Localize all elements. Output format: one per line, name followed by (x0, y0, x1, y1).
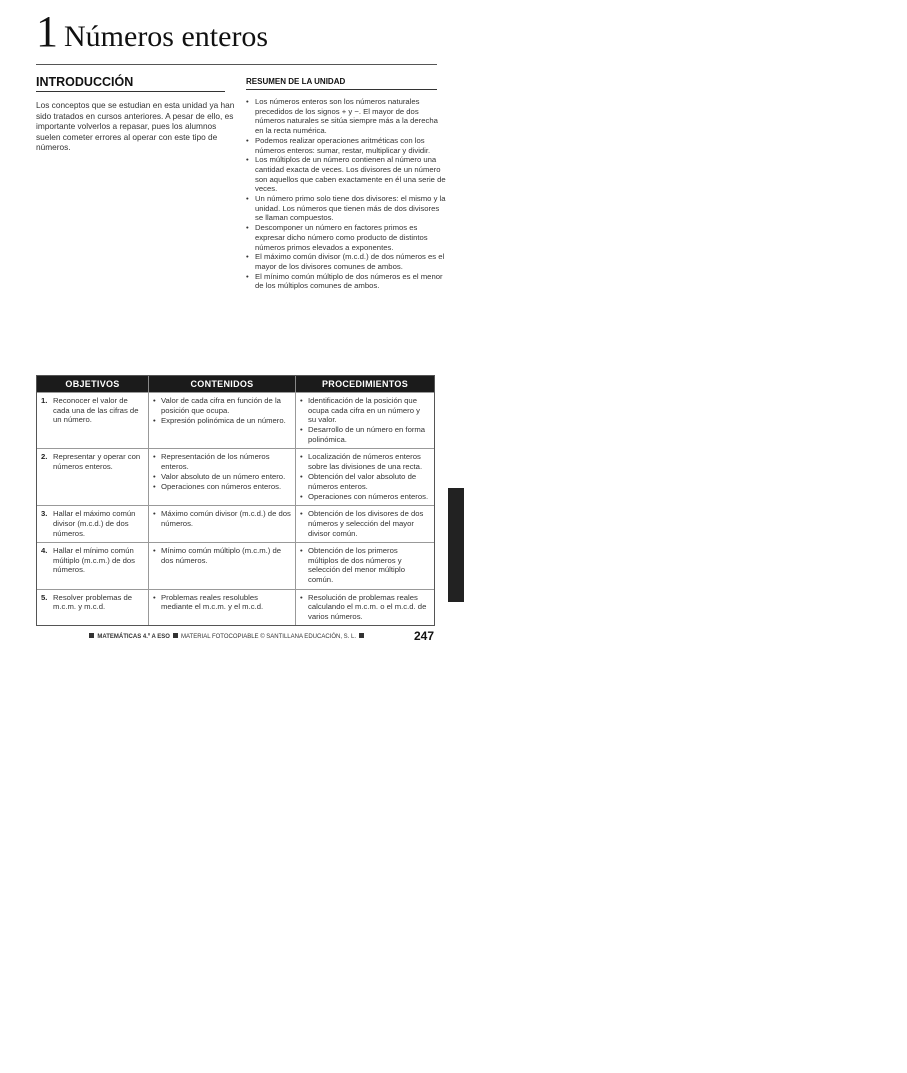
side-tab-label: ADAPTACIÓN CURRICULAR (901, 992, 907, 1073)
resumen-item: • Los múltiplos de un número contienen al número una cantidad exacta de veces. Los divisores de un número son aquellos que caben exactamente en él una serie de veces. (246, 155, 446, 194)
procedimiento-item: • Identificación de la posición que ocupa cada cifra en un número y su valor. (300, 396, 430, 425)
objetivo-cell (37, 543, 148, 588)
objetivo-text: Hallar el mínimo común múltiplo (m.c.m.) de dos números. (53, 546, 136, 575)
table-row (37, 542, 434, 588)
chapter-title (36, 7, 269, 56)
title-divider (36, 64, 437, 65)
resumen-item: • Podemos realizar operaciones aritméticas con los números enteros: sumar, restar, multiplicar y dividir. (246, 136, 446, 155)
table-row (37, 392, 434, 448)
procedimientos-cell (295, 506, 434, 542)
curriculum-table (36, 375, 435, 626)
page-number: 247 (414, 629, 435, 643)
procedimientos-cell (295, 449, 434, 505)
objetivo-cell (37, 506, 148, 542)
contenidos-cell (148, 543, 295, 588)
objetivo-number: 5. (41, 592, 48, 602)
footer-book-title: MATEMÁTICAS 4.º A ESO (97, 634, 170, 640)
procedimientos-cell (295, 393, 434, 448)
procedimiento-item: • Desarrollo de un número en forma polinómica. (300, 425, 430, 444)
contenido-item: • Operaciones con números enteros. (153, 482, 291, 492)
header-contenidos: CONTENIDOS (148, 376, 295, 392)
contenido-item: • Mínimo común múltiplo (m.c.m.) de dos números. (153, 546, 291, 565)
table-row (37, 589, 434, 626)
contenido-item: • Representación de los números enteros. (153, 452, 291, 471)
square-bullet-icon (359, 633, 364, 638)
objetivo-text: Resolver problemas de m.c.m. y m.c.d. (53, 592, 133, 612)
contenido-item: • Problemas reales resolubles mediante el m.c.m. y el m.c.d. (153, 593, 291, 612)
intro-text: Los conceptos que se estudian en esta unidad ya han sido tratados en cursos anteriores. A pesar de ello, es importante volverlos a repasar, pues los alumnos suelen cometer errores al operar con este tipo de números. (36, 100, 235, 153)
contenidos-cell (148, 506, 295, 542)
procedimiento-item: • Obtención del valor absoluto de números enteros. (300, 472, 430, 491)
side-tab (448, 488, 907, 1073)
contenido-item: • Expresión polinómica de un número. (153, 416, 291, 426)
intro-heading: INTRODUCCIÓN (36, 75, 134, 89)
objetivo-number: 3. (41, 509, 48, 519)
header-procedimientos: PROCEDIMIENTOS (295, 376, 434, 392)
contenido-item: • Máximo común divisor (m.c.d.) de dos números. (153, 509, 291, 528)
table-header (37, 376, 434, 392)
objetivo-text: Hallar el máximo común divisor (m.c.d.) de dos números. (53, 509, 136, 538)
objetivo-cell (37, 449, 148, 505)
procedimientos-cell (295, 543, 434, 588)
contenido-item: • Valor absoluto de un número entero. (153, 472, 291, 482)
objetivo-number: 2. (41, 452, 48, 462)
resumen-list (246, 97, 446, 291)
objetivo-cell (37, 590, 148, 626)
objetivo-cell (37, 393, 148, 448)
resumen-item: • El máximo común divisor (m.c.d.) de dos números es el mayor de los divisores comunes de ambos. (246, 252, 446, 271)
header-objetivos: OBJETIVOS (65, 379, 120, 389)
footer-copyright: MATERIAL FOTOCOPIABLE © SANTILLANA EDUCACIÓN, S. L. (180, 634, 356, 640)
objetivo-text: Representar y operar con números enteros. (53, 452, 141, 472)
square-bullet-icon (89, 633, 94, 638)
resumen-divider (246, 89, 437, 90)
procedimiento-item: • Obtención de los divisores de dos números y selección del mayor divisor común. (300, 509, 430, 538)
contenido-item: • Valor de cada cifra en función de la posición que ocupa. (153, 396, 291, 415)
footer (0, 633, 367, 640)
contenidos-cell (148, 590, 295, 626)
procedimientos-cell (295, 590, 434, 626)
objetivo-text: Reconocer el valor de cada una de las cifras de un número. (53, 396, 139, 425)
procedimiento-item: • Obtención de los primeros múltiplos de dos números y selección del menor múltiplo común. (300, 546, 430, 584)
contenidos-cell (148, 449, 295, 505)
resumen-item: • Un número primo solo tiene dos divisores: el mismo y la unidad. Los números que tienen más de dos divisores se llaman compuestos. (246, 194, 446, 223)
intro-divider (36, 91, 225, 92)
procedimiento-item: • Localización de números enteros sobre las divisiones de una recta. (300, 452, 430, 471)
chapter-name: Números enteros (64, 20, 269, 53)
contenidos-cell (148, 393, 295, 448)
table-row (37, 505, 434, 542)
procedimiento-item: • Operaciones con números enteros. (300, 492, 430, 502)
resumen-item: • Los números enteros son los números naturales precedidos de los signos + y −. El mayor de dos números naturales se sitúa siempre más a la derecha en la recta numérica. (246, 97, 446, 136)
objetivo-number: 1. (41, 396, 48, 405)
table-row (37, 448, 434, 505)
square-bullet-icon (173, 633, 178, 638)
resumen-item: • El mínimo común múltiplo de dos números es el menor de los múltiplos comunes de ambos. (246, 272, 446, 291)
resumen-heading: RESUMEN DE LA UNIDAD (246, 77, 346, 86)
chapter-number: 1 (36, 7, 58, 56)
procedimiento-item: • Resolución de problemas reales calculando el m.c.m. o el m.c.d. de varios números. (300, 593, 430, 622)
resumen-item: • Descomponer un número en factores primos es expresar dicho número como producto de distintos números primos elevados a exponentes. (246, 223, 446, 252)
objetivo-number: 4. (41, 546, 48, 556)
